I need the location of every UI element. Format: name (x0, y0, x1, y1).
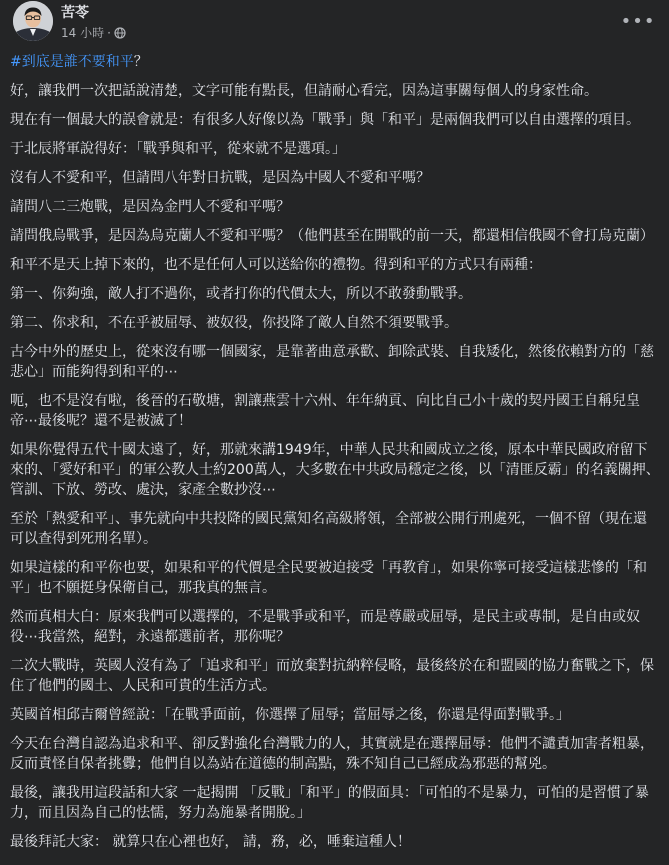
paragraph: 然而真相大白：原來我們可以選擇的，不是戰爭或和平，而是尊嚴或屈辱，是民主或專制，是自由或奴役⋯我當然，絕對，永遠都選前者，那你呢？ (10, 609, 640, 645)
paragraph: 沒有人不愛和平，但請問八年對日抗戰，是因為中國人不愛和平嗎？ (10, 170, 430, 186)
paragraph: 古今中外的歷史上，從來沒有哪一個國家，是靠著曲意承歡、卸除武裝、自我矮化，然後依賴對方的「慈悲心」而能夠得到和平的⋯ (10, 344, 654, 380)
paragraph: 英國首相邱吉爾曾經說：「在戰爭面前，你選擇了屈辱；當屈辱之後，你還是得面對戰爭。」 (10, 707, 570, 723)
author-avatar-image (13, 1, 53, 41)
post-header (0, 0, 669, 48)
more-options-button[interactable] (620, 10, 656, 32)
hashtag-suffix: ？ (133, 54, 148, 70)
paragraph: 好，讓我們一次把話說清楚，文字可能有點長，但請耐心看完，因為這事關每個人的身家性命。 (10, 83, 598, 99)
hashtag-line (10, 52, 660, 72)
paragraph: 二次大戰時，英國人沒有為了「追求和平」而放棄對抗納粹侵略，最後終於在和盟國的協力奮戰之下，保住了他們的國土、人民和可貴的生活方式。 (10, 658, 654, 694)
paragraph: 請問俄烏戰爭，是因為烏克蘭人不愛和平嗎？（他們甚至在開戰的前一天，都還相信俄國不會打烏克蘭） (10, 228, 654, 244)
paragraph: 最後拜託大家： 就算只在心裡也好， 請，務，必，唾棄這種人！ (10, 834, 411, 850)
paragraph: 今天在台灣自認為追求和平、卻反對強化台灣戰力的人，其實就是在選擇屈辱：他們不譴責加害者粗暴，反而責怪自保者挑釁；他們自以為站在道德的制高點，殊不知自己已經成為邪惡的幫兇。 (10, 736, 654, 772)
paragraph: 如果這樣的和平你也要，如果和平的代價是全民要被迫接受「再教育」，如果你寧可接受這樣悲慘的「和平」也不願挺身保衛自己，那我真的無言。 (10, 560, 647, 596)
paragraph: 請問八二三炮戰，是因為金門人不愛和平嗎？ (10, 199, 290, 215)
hashtag-link[interactable]: #到底是誰不要和平 (10, 54, 134, 70)
paragraph: 于北辰將軍說得好：「戰爭與和平，從來就不是選項。」 (10, 141, 346, 157)
post-meta (61, 24, 126, 41)
paragraph: 第一、你夠強，敵人打不過你，或者打你的代價太大，所以不敢發動戰爭。 (10, 286, 472, 302)
paragraph: 至於「熱愛和平」、事先就向中共投降的國民黨知名高級將領，全部被公開行刑處死，一個不留（現在還可以查得到死刑名單）。 (10, 511, 647, 547)
paragraph: 呃，也不是沒有啦，後晉的石敬塘，割讓燕雲十六州、年年納貢、向比自己小十歲的契丹國王自稱兒皇帝⋯最後呢？還不是被滅了！ (10, 393, 640, 429)
meta-separator: · (107, 25, 111, 40)
post-content (10, 52, 660, 852)
globe-icon[interactable] (114, 27, 126, 39)
post-timestamp[interactable]: 14 小時 (61, 26, 105, 40)
paragraph: 第二、你求和，不在乎被屈辱、被奴役，你投降了敵人自然不須要戰爭。 (10, 315, 458, 331)
author-avatar[interactable] (13, 1, 53, 41)
paragraph: 現在有一個最大的誤會就是：有很多人好像以為「戰爭」與「和平」是兩個我們可以自由選擇的項目。 (10, 112, 640, 128)
paragraph: 如果你覺得五代十國太遠了，好，那就來講1949年，中華人民共和國成立之後，原本中華民國政府留下來的、「愛好和平」的軍公教人士約200萬人，大多數在中共政局穩定之後，以「清匪反霸」的名義關押、管訓、下放、勞改、處決，家產全數抄沒⋯ (10, 442, 660, 498)
paragraph: 和平不是天上掉下來的，也不是任何人可以送給你的禮物。得到和平的方式只有兩種： (10, 257, 542, 273)
paragraph: 最後，讓我用這段話和大家 一起揭開 「反戰」「和平」的假面具：「可怕的不是暴力，可怕的是習慣了暴力，而且因為自己的怯懦，努力為施暴者開脫。」 (10, 785, 649, 821)
ellipsis-icon: ••• (620, 10, 656, 32)
author-name[interactable]: 苦苓 (61, 5, 89, 21)
